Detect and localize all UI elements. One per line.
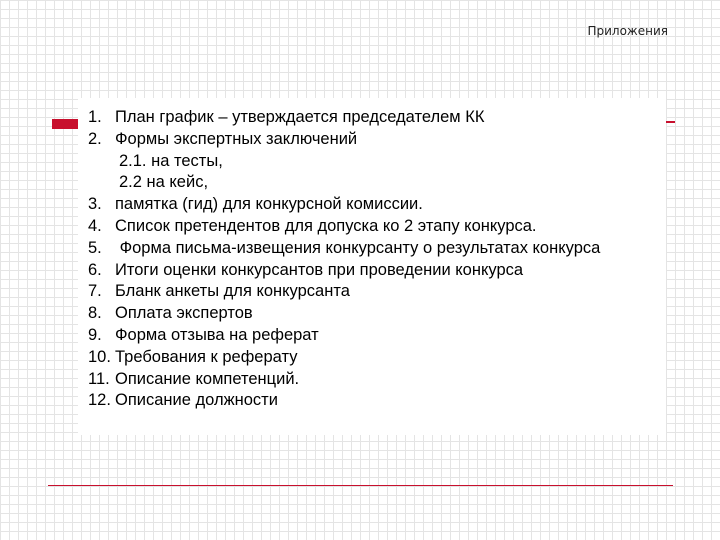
item-number: 6. (88, 260, 102, 279)
item-text: Бланк анкеты для конкурсанта (115, 282, 350, 301)
item-text: Описание компетенций. (115, 369, 300, 388)
item-number: 4. (88, 216, 102, 235)
item-text: Оплата экспертов (115, 304, 253, 323)
list-item (88, 260, 600, 282)
list-item (88, 194, 600, 216)
list-item (88, 129, 600, 151)
item-text: Итоги оценки конкурсантов при проведении конкурса (115, 260, 524, 279)
list-item (88, 347, 600, 369)
appendix-list (88, 107, 600, 412)
list-item (88, 369, 600, 391)
item-text: Список претендентов для допуска ко 2 этапу конкурса. (115, 216, 537, 235)
list-subitem (88, 151, 600, 173)
item-number: 11. (88, 369, 110, 388)
item-number: 9. (88, 325, 102, 344)
item-number: 12. (88, 391, 111, 410)
item-text: Форма письма-извещения конкурсанту о результатах конкурса (115, 238, 601, 257)
subitem-text: 2.2 на кейс, (119, 173, 209, 192)
item-text: памятка (гид) для конкурсной комиссии. (115, 195, 423, 214)
item-number: 2. (88, 129, 102, 148)
item-text: Описание должности (115, 391, 278, 410)
item-number: 8. (88, 304, 102, 323)
footer-divider (48, 485, 673, 486)
list-item (88, 325, 600, 347)
item-number: 3. (88, 195, 102, 214)
item-number: 10. (88, 347, 111, 366)
list-item (88, 281, 600, 303)
item-text: Форма отзыва на реферат (115, 325, 319, 344)
item-text: Требования к реферату (115, 347, 298, 366)
list-item (88, 107, 600, 129)
item-number: 1. (88, 108, 102, 126)
item-text: Формы экспертных заключений (115, 129, 358, 148)
list-item (88, 238, 600, 260)
list-item (88, 303, 600, 325)
list-item (88, 216, 600, 238)
subitem-text: 2.1. на тесты, (119, 151, 223, 170)
slide-title: Приложения (587, 24, 668, 38)
accent-dash (665, 121, 675, 123)
list-subitem (88, 172, 600, 194)
item-number: 5. (88, 238, 102, 257)
accent-bar (52, 119, 78, 129)
item-text: План график – утверждается председателем КК (115, 108, 485, 126)
list-item (88, 390, 600, 412)
item-number: 7. (88, 282, 102, 301)
